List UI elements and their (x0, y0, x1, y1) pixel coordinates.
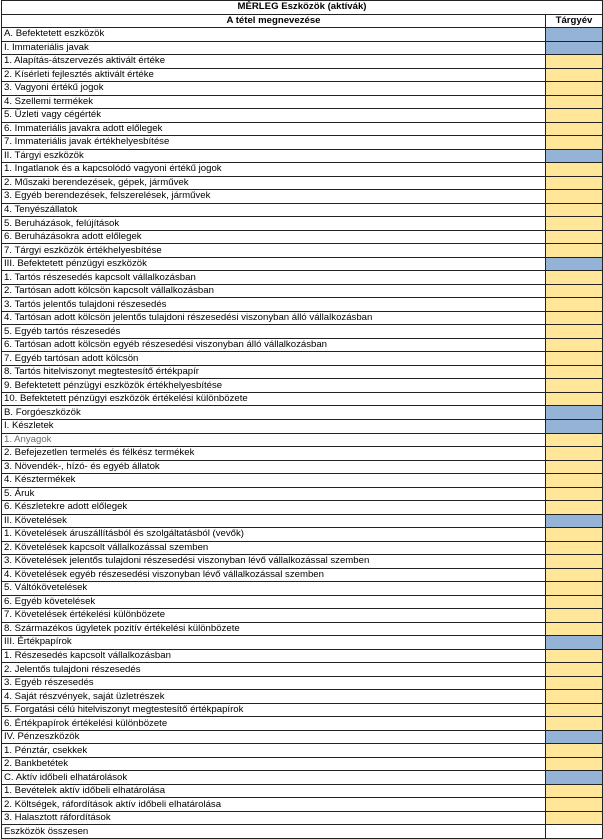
row-value-cell[interactable] (546, 365, 603, 379)
row-label: 1. Alapítás-átszervezés aktivált értéke (2, 55, 546, 69)
table-row (2, 811, 603, 825)
row-value-cell[interactable] (546, 717, 603, 731)
row-value-cell[interactable] (546, 298, 603, 312)
row-value-cell[interactable] (546, 663, 603, 677)
row-value-cell[interactable] (546, 433, 603, 447)
row-label: A. Befektetett eszközök (2, 28, 546, 42)
row-label: 5. Egyéb tartós részesedés (2, 325, 546, 339)
row-label: 5. Váltókövetelések (2, 582, 546, 596)
row-label: Eszközök összesen (2, 825, 546, 839)
row-label: 5. Forgatási célú hitelviszonyt megtestesítő értékpapírok (2, 703, 546, 717)
row-value-cell[interactable] (546, 392, 603, 406)
row-label: 2. Jelentős tulajdoni részesedés (2, 663, 546, 677)
row-label: 7. Immateriális javak értékhelyesbítése (2, 136, 546, 150)
row-label: 4. Késztermékek (2, 474, 546, 488)
row-label: 1. Ingatlanok és a kapcsolódó vagyoni értékű jogok (2, 163, 546, 177)
row-label: 2. Tartósan adott kölcsön kapcsolt vállalkozásban (2, 284, 546, 298)
row-value-cell[interactable] (546, 798, 603, 812)
row-value-cell[interactable] (546, 460, 603, 474)
row-label: 4. Tartósan adott kölcsön jelentős tulajdoni részesedési viszonyban álló vállalkozásban (2, 311, 546, 325)
item-column-header: A tétel megnevezése (2, 14, 546, 28)
row-label: 3. Növendék-, hízó- és egyéb állatok (2, 460, 546, 474)
row-value-cell[interactable] (546, 474, 603, 488)
row-label: 1. Bevételek aktív időbeli elhatárolása (2, 784, 546, 798)
row-label: 2. Befejezetlen termelés és félkész termékek (2, 447, 546, 461)
section-row (2, 730, 603, 744)
row-value-cell[interactable] (546, 203, 603, 217)
row-label: IV. Pénzeszközök (2, 730, 546, 744)
row-value-cell[interactable] (546, 176, 603, 190)
row-value-cell[interactable] (546, 595, 603, 609)
table-row (2, 541, 603, 555)
table-row (2, 676, 603, 690)
section-row (2, 41, 603, 55)
row-value-cell[interactable] (546, 406, 603, 420)
row-label: 3. Követelések jelentős tulajdoni részesedési viszonyban lévő vállalkozással szemben (2, 555, 546, 569)
row-value-cell[interactable] (546, 622, 603, 636)
section-row (2, 514, 603, 528)
row-label: 5. Áruk (2, 487, 546, 501)
table-row (2, 582, 603, 596)
row-label: III. Befektetett pénzügyi eszközök (2, 257, 546, 271)
row-label: 7. Egyéb tartósan adott kölcsön (2, 352, 546, 366)
row-value-cell[interactable] (546, 690, 603, 704)
row-value-cell[interactable] (546, 501, 603, 515)
row-value-cell[interactable] (546, 514, 603, 528)
table-row (2, 338, 603, 352)
row-value-cell[interactable] (546, 703, 603, 717)
section-row (2, 28, 603, 42)
table-title-row (2, 1, 603, 15)
table-row (2, 379, 603, 393)
row-label: III. Értékpapírok (2, 636, 546, 650)
section-row (2, 149, 603, 163)
row-value-cell[interactable] (546, 568, 603, 582)
table-row (2, 311, 603, 325)
row-label: 4. Saját részvények, saját üzletrészek (2, 690, 546, 704)
row-value-cell[interactable] (546, 352, 603, 366)
row-value-cell[interactable] (546, 284, 603, 298)
row-label: 8. Tartós hitelviszonyt megtestesítő értékpapír (2, 365, 546, 379)
section-row (2, 771, 603, 785)
row-value-cell[interactable] (546, 257, 603, 271)
table-row (2, 609, 603, 623)
table-row (2, 392, 603, 406)
row-value-cell[interactable] (546, 217, 603, 231)
table-row (2, 136, 603, 150)
row-label: 6. Készletekre adott előlegek (2, 501, 546, 515)
row-value-cell[interactable] (546, 109, 603, 123)
row-value-cell[interactable] (546, 447, 603, 461)
row-value-cell[interactable] (546, 230, 603, 244)
table-row (2, 595, 603, 609)
table-row (2, 365, 603, 379)
row-value-cell[interactable] (546, 311, 603, 325)
row-label: 3. Egyéb részesedés (2, 676, 546, 690)
table-row (2, 460, 603, 474)
row-label: 1. Pénztár, csekkek (2, 744, 546, 758)
row-label: II. Tárgyi eszközök (2, 149, 546, 163)
row-value-cell[interactable] (546, 28, 603, 42)
section-row (2, 636, 603, 650)
table-row (2, 555, 603, 569)
row-value-cell[interactable] (546, 95, 603, 109)
table-row (2, 663, 603, 677)
row-value-cell[interactable] (546, 271, 603, 285)
row-label: 4. Tenyészállatok (2, 203, 546, 217)
row-label: C. Aktív időbeli elhatárolások (2, 771, 546, 785)
assets-table (1, 0, 603, 839)
row-value-cell[interactable] (546, 122, 603, 136)
row-label: I. Készletek (2, 419, 546, 433)
row-label: 6. Beruházásokra adott előlegek (2, 230, 546, 244)
table-row (2, 568, 603, 582)
row-value-cell[interactable] (546, 338, 603, 352)
row-value-cell[interactable] (546, 784, 603, 798)
table-row (2, 474, 603, 488)
table-row (2, 447, 603, 461)
row-value-cell[interactable] (546, 757, 603, 771)
table-row (2, 163, 603, 177)
row-label: 6. Immateriális javakra adott előlegek (2, 122, 546, 136)
table-row (2, 352, 603, 366)
row-value-cell[interactable] (546, 649, 603, 663)
table-row (2, 109, 603, 123)
row-label: 7. Követelések értékelési különbözete (2, 609, 546, 623)
row-label: B. Forgóeszközök (2, 406, 546, 420)
row-value-cell[interactable] (546, 379, 603, 393)
row-label: 3. Tartós jelentős tulajdoni részesedés (2, 298, 546, 312)
row-label: 2. Költségek, ráfordítások aktív időbeli elhatárolása (2, 798, 546, 812)
row-value-cell[interactable] (546, 419, 603, 433)
table-row (2, 325, 603, 339)
row-label: 1. Anyagok (2, 433, 546, 447)
row-label: 6. Értékpapírok értékelési különbözete (2, 717, 546, 731)
row-value-cell[interactable] (546, 163, 603, 177)
table-row (2, 433, 603, 447)
row-value-cell[interactable] (546, 149, 603, 163)
row-value-cell[interactable] (546, 528, 603, 542)
table-row (2, 217, 603, 231)
row-value-cell[interactable] (546, 190, 603, 204)
row-value-cell[interactable] (546, 730, 603, 744)
row-value-cell[interactable] (546, 744, 603, 758)
row-value-cell[interactable] (546, 487, 603, 501)
section-row (2, 419, 603, 433)
row-label: 1. Tartós részesedés kapcsolt vállalkozásban (2, 271, 546, 285)
table-row (2, 176, 603, 190)
table-row (2, 622, 603, 636)
table-row (2, 244, 603, 258)
table-row (2, 298, 603, 312)
table-row (2, 284, 603, 298)
table-row (2, 271, 603, 285)
row-value-cell[interactable] (546, 582, 603, 596)
row-label: 6. Tartósan adott kölcsön egyéb részesedési viszonyban álló vállalkozásban (2, 338, 546, 352)
row-label: 8. Származékos ügyletek pozitív értékelési különbözete (2, 622, 546, 636)
table-row (2, 82, 603, 96)
table-row (2, 190, 603, 204)
row-value-cell[interactable] (546, 771, 603, 785)
table-row (2, 68, 603, 82)
row-value-cell[interactable] (546, 244, 603, 258)
row-label: 2. Követelések kapcsolt vállalkozással szemben (2, 541, 546, 555)
row-label: 4. Szellemi termékek (2, 95, 546, 109)
value-column-header: Tárgyév (546, 14, 603, 28)
table-row (2, 528, 603, 542)
row-value-cell[interactable] (546, 68, 603, 82)
row-value-cell[interactable] (546, 811, 603, 825)
row-label: 7. Tárgyi eszközök értékhelyesbítése (2, 244, 546, 258)
table-row (2, 649, 603, 663)
row-value-cell[interactable] (546, 609, 603, 623)
row-label: 3. Egyéb berendezések, felszerelések, járművek (2, 190, 546, 204)
row-label: 2. Műszaki berendezések, gépek, járművek (2, 176, 546, 190)
table-row (2, 690, 603, 704)
table-row (2, 501, 603, 515)
table-row (2, 703, 603, 717)
row-value-cell[interactable] (546, 55, 603, 69)
table-row (2, 784, 603, 798)
row-label: 1. Követelések áruszállításból és szolgáltatásból (vevők) (2, 528, 546, 542)
row-value-cell[interactable] (546, 636, 603, 650)
table-row (2, 757, 603, 771)
section-row (2, 257, 603, 271)
total-row (2, 825, 603, 839)
section-row (2, 406, 603, 420)
row-label: 10. Befektetett pénzügyi eszközök értékelési különbözete (2, 392, 546, 406)
row-value-cell[interactable] (546, 82, 603, 96)
row-value-cell[interactable] (546, 676, 603, 690)
row-label: I. Immateriális javak (2, 41, 546, 55)
table-row (2, 55, 603, 69)
table-row (2, 744, 603, 758)
table-row (2, 122, 603, 136)
row-label: 2. Bankbetétek (2, 757, 546, 771)
table-row (2, 717, 603, 731)
row-value-cell[interactable] (546, 825, 603, 839)
table-row (2, 203, 603, 217)
column-header-row (2, 14, 603, 28)
row-label: 4. Követelések egyéb részesedési viszonyban lévő vállalkozással szemben (2, 568, 546, 582)
row-value-cell[interactable] (546, 41, 603, 55)
row-label: 9. Befektetett pénzügyi eszközök értékhelyesbítése (2, 379, 546, 393)
row-label: 2. Kísérleti fejlesztés aktivált értéke (2, 68, 546, 82)
row-label: II. Követelések (2, 514, 546, 528)
row-label: 3. Halasztott ráfordítások (2, 811, 546, 825)
table-row (2, 230, 603, 244)
table-row (2, 95, 603, 109)
table-title: MÉRLEG Eszközök (aktívák) (2, 1, 603, 15)
row-value-cell[interactable] (546, 541, 603, 555)
row-label: 5. Beruházások, felújítások (2, 217, 546, 231)
row-label: 1. Részesedés kapcsolt vállalkozásban (2, 649, 546, 663)
row-label: 5. Üzleti vagy cégérték (2, 109, 546, 123)
row-value-cell[interactable] (546, 136, 603, 150)
row-value-cell[interactable] (546, 555, 603, 569)
row-label: 6. Egyéb követelések (2, 595, 546, 609)
table-row (2, 798, 603, 812)
row-value-cell[interactable] (546, 325, 603, 339)
table-row (2, 487, 603, 501)
row-label: 3. Vagyoni értékű jogok (2, 82, 546, 96)
